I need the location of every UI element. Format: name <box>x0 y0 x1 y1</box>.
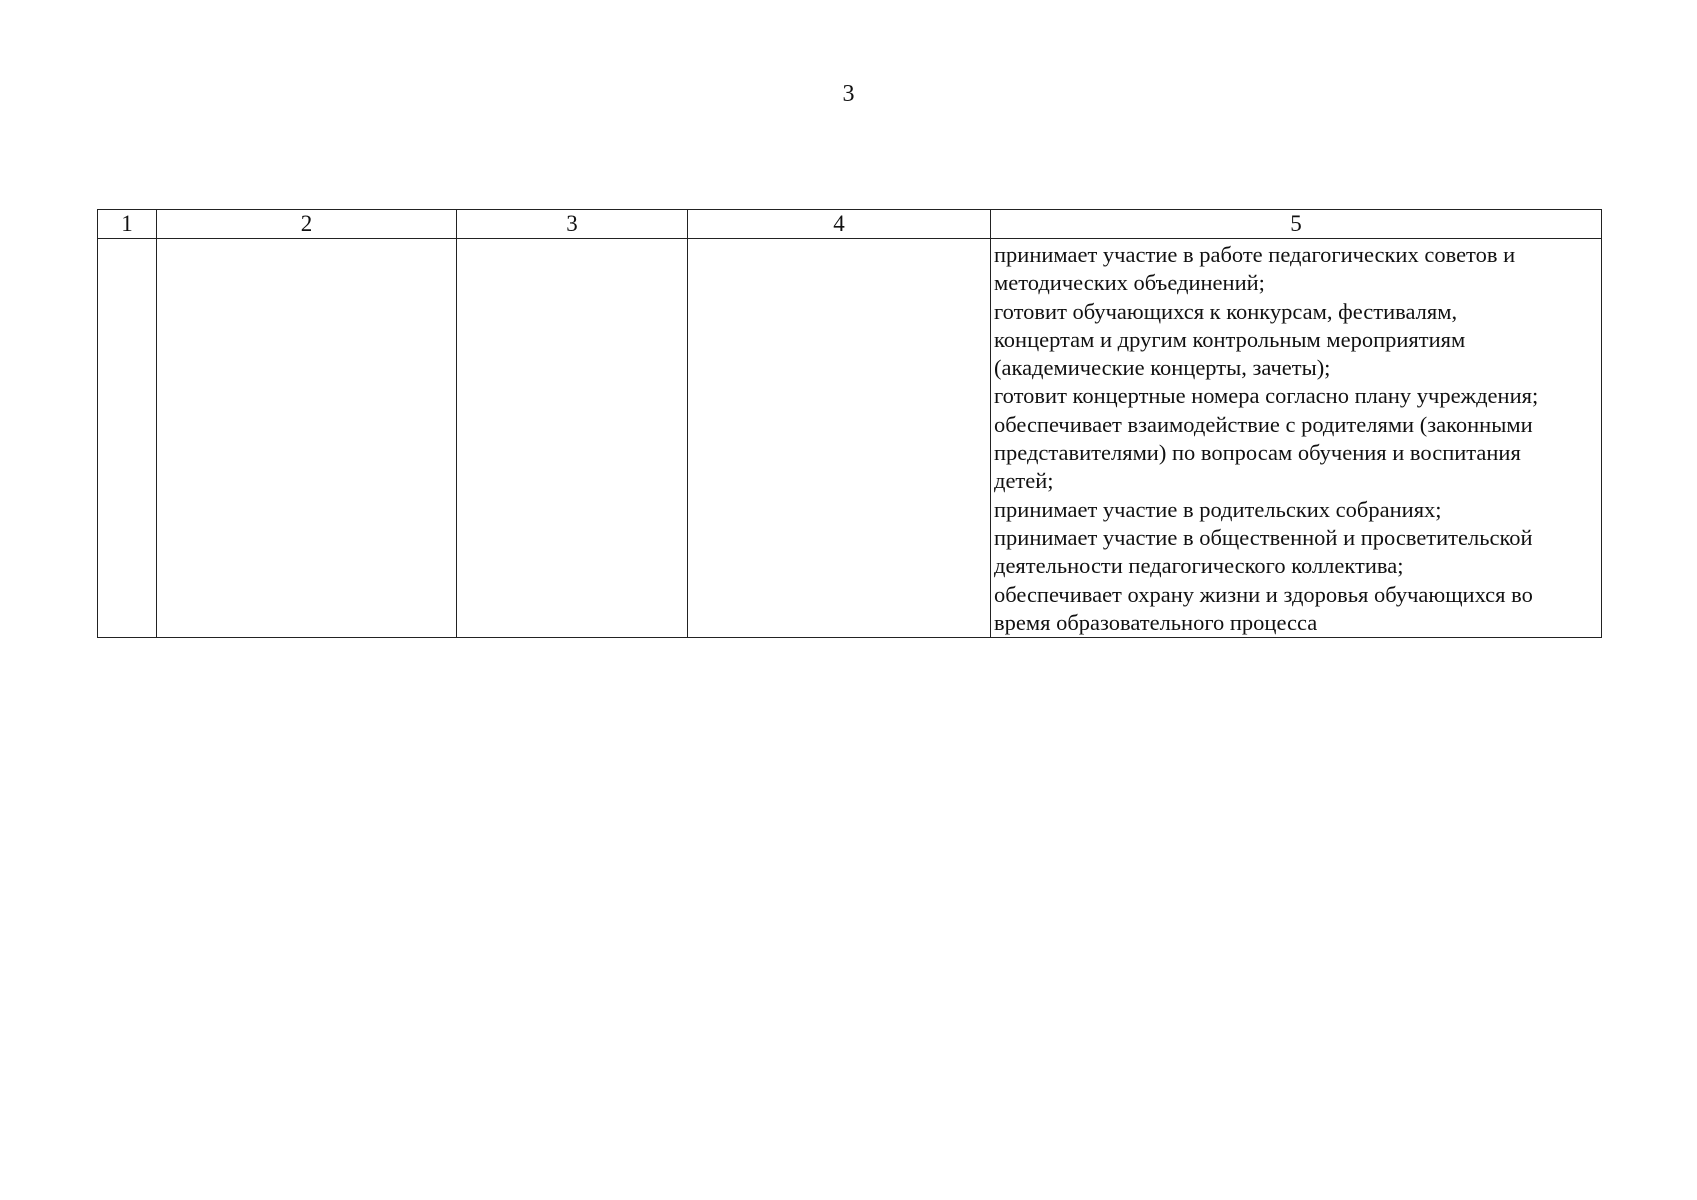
duty-line: готовит обучающихся к конкурсам, фестивалям, <box>994 298 1458 324</box>
column-header-4: 4 <box>688 210 991 239</box>
page-number: 3 <box>842 81 855 107</box>
duty-line: принимает участие в родительских собраниях; <box>994 496 1442 522</box>
cell-col-2 <box>157 239 457 638</box>
cell-col-1 <box>98 239 157 638</box>
duty-line: время образовательного процесса <box>994 609 1318 635</box>
duty-line: готовит концертные номера согласно плану учреждения; <box>994 383 1539 409</box>
cell-col-3 <box>457 239 688 638</box>
duty-line: концертам и другим контрольным мероприятиям <box>994 326 1466 352</box>
duty-line: обеспечивает охрану жизни и здоровья обучающихся во <box>994 581 1533 607</box>
duty-line: принимает участие в общественной и просветительской <box>994 524 1533 550</box>
column-header-1: 1 <box>98 210 157 239</box>
duties-table <box>97 209 1602 638</box>
table-header-row <box>98 210 1602 239</box>
duty-line: обеспечивает взаимодействие с родителями (законными <box>994 411 1533 437</box>
cell-col-4 <box>688 239 991 638</box>
duty-line: деятельности педагогического коллектива; <box>994 553 1404 579</box>
column-header-3: 3 <box>457 210 688 239</box>
duties-text <box>991 239 1601 637</box>
duty-line: принимает участие в работе педагогических советов и <box>994 242 1516 267</box>
duty-line: детей; <box>994 468 1054 494</box>
duty-line: представителями) по вопросам обучения и воспитания <box>994 440 1521 466</box>
column-header-2: 2 <box>157 210 457 239</box>
cell-col-5 <box>991 239 1602 638</box>
table-row <box>98 239 1602 638</box>
duty-line: (академические концерты, зачеты); <box>994 355 1331 381</box>
duty-line: методических объединений; <box>994 270 1265 296</box>
column-header-5: 5 <box>991 210 1602 239</box>
